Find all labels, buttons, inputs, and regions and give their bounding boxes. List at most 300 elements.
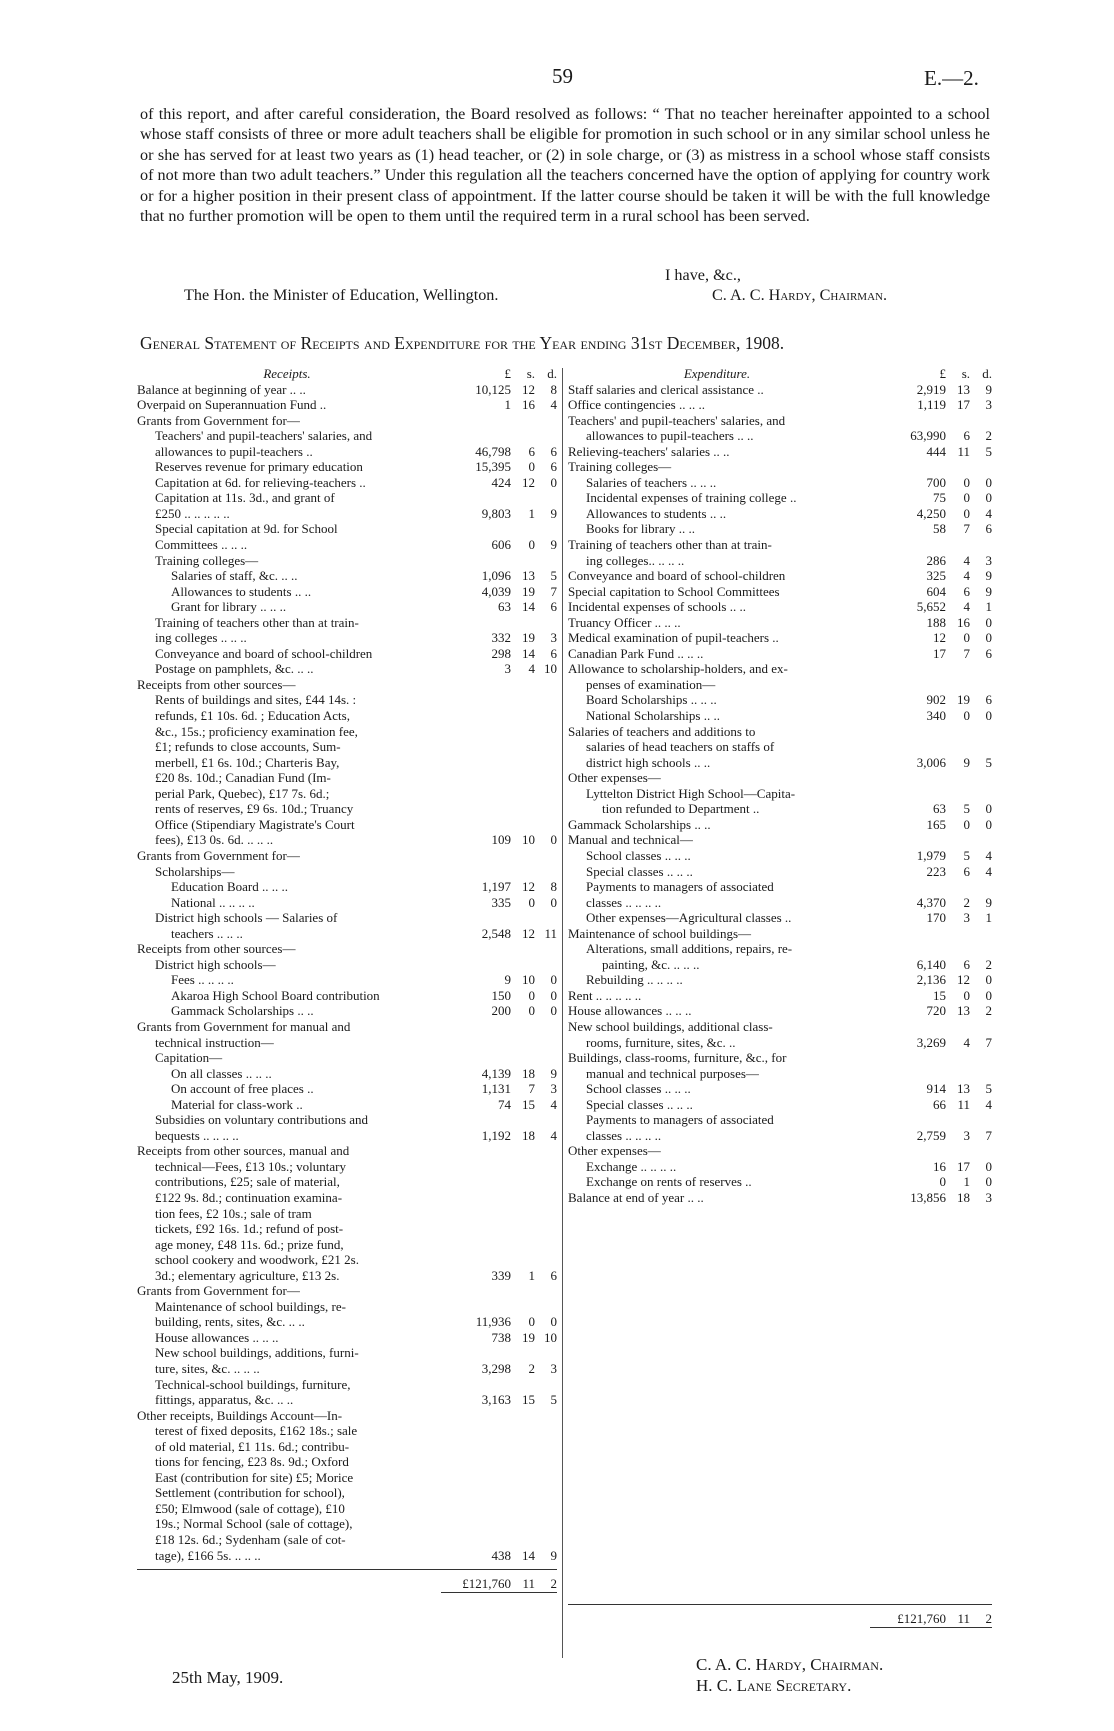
amount-pence (535, 413, 557, 429)
amount-pence (535, 1377, 557, 1393)
row-label: Special capitation at 9d. for School (155, 521, 338, 537)
amount-pounds (455, 770, 511, 786)
amount-shillings: 10 (522, 832, 535, 848)
amount-shillings: 13 (957, 1003, 970, 1019)
row-label: Rent .. .. .. .. .. (568, 987, 642, 1003)
row-label: Salaries of staff, &c. .. .. (171, 568, 298, 584)
amount-pence: 0 (985, 1174, 992, 1190)
amount-pounds (455, 615, 511, 631)
row-label: Postage on pamphlets, &c. .. .. (155, 661, 314, 677)
table-row (568, 553, 992, 569)
table-row (137, 941, 557, 957)
amount-pounds (455, 1439, 511, 1455)
amount-pounds (455, 1019, 511, 1035)
row-label: Incidental expenses of training college .. (586, 490, 797, 506)
row-label: Grants from Government for— (137, 847, 300, 863)
table-row (137, 972, 557, 988)
amount-pounds: 150 (491, 987, 511, 1003)
amount-pence: 6 (550, 443, 557, 459)
amount-pounds (890, 1066, 946, 1082)
row-label: Maintenance of school buildings, re- (155, 1298, 346, 1314)
table-row (568, 1035, 992, 1051)
amount-pence (535, 941, 557, 957)
amount-shillings (946, 832, 970, 848)
row-label: Other expenses— (568, 770, 661, 786)
row-label: Special classes .. .. .. (586, 1096, 693, 1112)
row-label: Maintenance of school buildings— (568, 925, 752, 941)
table-row (137, 553, 557, 569)
row-label: National .. .. .. .. (171, 894, 255, 910)
amount-pence: 6 (985, 645, 992, 661)
amount-pence: 9 (550, 1547, 557, 1563)
amount-pounds: 1,197 (481, 879, 511, 895)
table-row (137, 1035, 557, 1051)
table-row (568, 972, 992, 988)
signoff-minister: The Hon. the Minister of Education, Wellington. (184, 286, 499, 304)
amount-shillings: 15 (522, 1096, 535, 1112)
amount-shillings (511, 957, 535, 973)
amount-shillings: 19 (957, 692, 970, 708)
amount-pence (535, 1112, 557, 1128)
table-row (137, 1190, 557, 1206)
amount-pounds: 3,006 (916, 754, 946, 770)
table-row (568, 1081, 992, 1097)
amount-pence: 9 (985, 894, 992, 910)
row-label: £122 9s. 8d.; continuation examina- (155, 1189, 343, 1205)
row-label: Rents of buildings and sites, £44 14s. : (155, 692, 357, 708)
table-row (568, 397, 992, 413)
table-row (568, 1174, 992, 1190)
amount-shillings (946, 413, 970, 429)
table-row (137, 615, 557, 631)
table-row (568, 506, 992, 522)
table-row (568, 1003, 992, 1019)
table-row (137, 1159, 557, 1175)
amount-pence: 2 (985, 428, 992, 444)
col-shillings: s. (526, 366, 535, 381)
table-row (137, 1548, 557, 1564)
table-row (568, 817, 992, 833)
table-row (568, 1190, 992, 1206)
table-row (568, 428, 992, 444)
amount-pounds: 63 (933, 801, 946, 817)
table-row (137, 879, 557, 895)
amount-pounds (890, 786, 946, 802)
amount-pounds (455, 801, 511, 817)
amount-pence: 0 (985, 987, 992, 1003)
amount-shillings: 9 (963, 754, 970, 770)
row-label: technical instruction— (155, 1034, 274, 1050)
amount-shillings: 6 (528, 443, 535, 459)
amount-pence: 5 (985, 1081, 992, 1097)
table-row (137, 1283, 557, 1299)
amount-pounds: 438 (491, 1547, 511, 1563)
amount-shillings: 2 (528, 1361, 535, 1376)
amount-pounds (455, 1221, 511, 1237)
amount-pounds: 1 (504, 397, 511, 413)
total-pence: 2 (550, 1576, 557, 1592)
amount-pence: 4 (550, 1096, 557, 1112)
amount-pounds (890, 1019, 946, 1035)
amount-shillings: 0 (528, 459, 535, 475)
row-label: ing colleges .. .. .. (155, 630, 247, 646)
receipts-rows (137, 382, 557, 1564)
amount-pounds (455, 490, 511, 506)
amount-pence (535, 957, 557, 973)
amount-shillings: 3 (963, 1127, 970, 1143)
table-row (137, 444, 557, 460)
amount-pounds: 444 (926, 443, 946, 459)
amount-pence (535, 848, 557, 864)
amount-pence (535, 1532, 557, 1548)
table-row (137, 1097, 557, 1113)
table-row (568, 879, 992, 895)
amount-pence: 6 (550, 599, 557, 615)
table-row (137, 1423, 557, 1439)
table-row (568, 941, 992, 957)
amount-pence: 9 (550, 505, 557, 521)
amount-pounds: 2,548 (481, 925, 511, 941)
amount-pounds (455, 1143, 511, 1159)
amount-pence: 0 (550, 987, 557, 1003)
amount-pence: 6 (985, 692, 992, 708)
table-row (568, 490, 992, 506)
table-row (568, 1097, 992, 1113)
amount-pounds (455, 1035, 511, 1051)
col-pence: d. (982, 366, 992, 381)
row-label: merbell, £1 6s. 10d.; Charteris Bay, (155, 754, 340, 770)
amount-pence (535, 1408, 557, 1424)
amount-pounds: 1,096 (481, 568, 511, 584)
table-row (568, 1159, 992, 1175)
table-row (568, 786, 992, 802)
row-label: Teachers' and pupil-teachers' salaries, and (568, 412, 786, 428)
amount-pounds: 58 (933, 521, 946, 537)
amount-shillings (946, 1050, 970, 1066)
table-row (568, 864, 992, 880)
expenditure-header (568, 366, 992, 382)
amount-shillings (946, 1066, 970, 1082)
table-row (568, 382, 992, 398)
amount-shillings: 4 (963, 568, 970, 584)
amount-shillings (511, 692, 535, 708)
amount-shillings: 11 (957, 443, 970, 459)
amount-shillings (511, 1174, 535, 1190)
row-label: of old material, £1 11s. 6d.; contribu- (155, 1438, 350, 1454)
row-label: Office (Stipendiary Magistrate's Court (155, 816, 355, 832)
amount-pence (535, 1237, 557, 1253)
amount-pence: 4 (550, 397, 557, 413)
amount-shillings (511, 615, 535, 631)
amount-pounds: 340 (926, 708, 946, 724)
page-number: 59 (552, 64, 573, 88)
row-label: Rebuilding .. .. .. .. (586, 972, 683, 988)
table-row (137, 739, 557, 755)
amount-shillings: 4 (963, 552, 970, 568)
amount-shillings: 13 (957, 381, 970, 397)
amount-pounds (455, 864, 511, 880)
amount-pence: 3 (550, 630, 557, 646)
row-label: On all classes .. .. .. (171, 1065, 272, 1081)
table-row (568, 1143, 992, 1159)
total-shillings: 11 (522, 1576, 535, 1592)
amount-pence (970, 1143, 992, 1159)
amount-shillings (511, 1345, 535, 1361)
row-label: Relieving-teachers' salaries .. .. (568, 443, 730, 459)
row-label: Balance at end of year .. .. (568, 1189, 704, 1205)
row-label: perial Park, Quebec), £17 7s. 6d.; (155, 785, 330, 801)
amount-shillings (946, 879, 970, 895)
amount-pounds (455, 677, 511, 693)
table-row (568, 692, 992, 708)
amount-pence: 4 (985, 505, 992, 521)
row-label: allowances to pupil-teachers .. (155, 443, 313, 459)
amount-shillings: 10 (522, 972, 535, 988)
amount-shillings (511, 1377, 535, 1393)
total-pence: 2 (985, 1611, 992, 1626)
amount-pence: 9 (550, 1065, 557, 1081)
table-row (568, 988, 992, 1004)
amount-shillings (511, 1283, 535, 1299)
table-row (137, 1003, 557, 1019)
footer-secretary: H. C. Lane Secretary. (696, 1676, 852, 1695)
table-row (137, 475, 557, 491)
amount-pounds: 6,140 (916, 956, 946, 972)
table-row (568, 521, 992, 537)
table-row (137, 692, 557, 708)
table-row (137, 801, 557, 817)
amount-pence (970, 832, 992, 848)
amount-pence: 3 (550, 1081, 557, 1097)
amount-pounds (455, 1159, 511, 1175)
row-label: Fees .. .. .. .. (171, 972, 234, 988)
amount-pence: 6 (550, 645, 557, 661)
row-label: &c., 15s.; proficiency examination fee, (155, 723, 358, 739)
amount-pence (535, 1221, 557, 1237)
amount-shillings (511, 1516, 535, 1532)
row-label: Overpaid on Superannuation Fund .. (137, 397, 327, 413)
amount-pence (535, 1143, 557, 1159)
row-label: National Scholarships .. .. (586, 708, 720, 724)
row-label: tion refunded to Department .. (602, 801, 760, 817)
row-label: Gammack Scholarships .. .. (171, 1003, 314, 1019)
amount-pounds: 914 (926, 1081, 946, 1097)
amount-pence: 10 (544, 661, 557, 677)
amount-pounds: 12 (933, 630, 946, 646)
amount-shillings (511, 1299, 535, 1315)
table-row (137, 988, 557, 1004)
table-row (137, 459, 557, 475)
table-row (137, 1532, 557, 1548)
amount-pence: 0 (985, 1158, 992, 1174)
amount-pence: 7 (985, 1034, 992, 1050)
amount-shillings: 14 (522, 1547, 535, 1563)
amount-shillings (511, 755, 535, 771)
amount-pence (970, 1112, 992, 1128)
amount-pounds (455, 817, 511, 833)
amount-pounds: 10,125 (475, 381, 511, 397)
row-label: rooms, furniture, sites, &c. .. (586, 1034, 736, 1050)
amount-shillings: 12 (522, 474, 535, 490)
amount-shillings (511, 1423, 535, 1439)
row-label: Committees .. .. .. (155, 537, 248, 553)
amount-pounds (455, 739, 511, 755)
table-row (568, 537, 992, 553)
row-label: terest of fixed deposits, £162 18s.; sale (155, 1423, 358, 1439)
expenditure-heading: Expenditure. (683, 366, 751, 381)
row-label: tickets, £92 16s. 1d.; refund of post- (155, 1221, 344, 1237)
amount-pounds: 298 (491, 645, 511, 661)
amount-shillings (511, 1532, 535, 1548)
col-pence: d. (547, 366, 557, 381)
amount-pence (970, 941, 992, 957)
row-label: School classes .. .. .. (586, 847, 691, 863)
row-label: Other expenses— (568, 1143, 661, 1159)
row-label: age money, £48 11s. 6d.; prize fund, (155, 1236, 344, 1252)
amount-pence (535, 1190, 557, 1206)
receipts-total (137, 1569, 557, 1593)
amount-pence (535, 1206, 557, 1222)
table-row (137, 661, 557, 677)
amount-pence (970, 739, 992, 755)
amount-pounds: 165 (926, 816, 946, 832)
amount-pounds: 4,250 (916, 505, 946, 521)
amount-shillings: 0 (528, 537, 535, 553)
amount-pounds: 15,395 (475, 459, 511, 475)
amount-pounds (455, 708, 511, 724)
amount-pence (535, 1283, 557, 1299)
row-label: Teachers' and pupil-teachers' salaries, and (155, 428, 373, 444)
amount-shillings (511, 1190, 535, 1206)
amount-pence: 9 (985, 381, 992, 397)
amount-pence (970, 786, 992, 802)
row-label: Books for library .. .. (586, 521, 696, 537)
amount-pounds: 4,039 (481, 583, 511, 599)
amount-pence (535, 677, 557, 693)
table-row (137, 1050, 557, 1066)
table-row (137, 770, 557, 786)
amount-shillings (511, 770, 535, 786)
amount-shillings (946, 537, 970, 553)
amount-pence (535, 1345, 557, 1361)
table-row (568, 677, 992, 693)
amount-shillings: 18 (957, 1189, 970, 1205)
table-row (137, 490, 557, 506)
row-label: Buildings, class-rooms, furniture, &c., for (568, 1050, 787, 1066)
amount-pounds (890, 459, 946, 475)
table-row (137, 584, 557, 600)
table-row (568, 739, 992, 755)
amount-shillings (511, 1470, 535, 1486)
amount-pence: 6 (550, 459, 557, 475)
row-label: Training colleges— (155, 552, 259, 568)
amount-shillings: 6 (963, 956, 970, 972)
amount-pence: 9 (550, 537, 557, 553)
amount-shillings (511, 677, 535, 693)
row-label: Gammack Scholarships .. .. (568, 816, 711, 832)
table-row (568, 1066, 992, 1082)
table-row (137, 1268, 557, 1284)
row-label: Receipts from other sources— (137, 676, 296, 692)
amount-pence: 4 (985, 1096, 992, 1112)
row-label: Education Board .. .. .. (171, 879, 288, 895)
row-label: school cookery and woodwork, £21 2s. (155, 1252, 359, 1268)
amount-pounds (455, 413, 511, 429)
column-divider (562, 368, 563, 1658)
amount-shillings (946, 459, 970, 475)
amount-pounds (455, 1454, 511, 1470)
table-row (137, 413, 557, 429)
amount-pounds (455, 1532, 511, 1548)
amount-pence: 6 (985, 521, 992, 537)
amount-pence: 1 (985, 910, 992, 926)
row-label: manual and technical purposes— (586, 1065, 759, 1081)
statement-title: General Statement of Receipts and Expenditure for the Year ending 31st December, 1908. (140, 333, 785, 353)
amount-pence (970, 1066, 992, 1082)
row-label: rents of reserves, £9 6s. 10d.; Truancy (155, 801, 354, 817)
signoff-block (140, 266, 990, 306)
amount-shillings: 15 (522, 1392, 535, 1408)
amount-pounds (890, 677, 946, 693)
row-label: District high schools — Salaries of (155, 910, 338, 926)
amount-pence: 0 (985, 630, 992, 646)
table-row (137, 864, 557, 880)
amount-shillings (511, 1050, 535, 1066)
amount-shillings (946, 926, 970, 942)
amount-pounds (455, 1237, 511, 1253)
amount-pence: 8 (550, 879, 557, 895)
amount-shillings (946, 1019, 970, 1035)
amount-pounds (455, 553, 511, 569)
amount-shillings (511, 1501, 535, 1517)
row-label: technical—Fees, £13 10s.; voluntary (155, 1158, 346, 1174)
table-row (137, 1112, 557, 1128)
amount-pounds: 335 (491, 894, 511, 910)
amount-pence: 9 (985, 583, 992, 599)
amount-pence: 3 (550, 1361, 557, 1376)
table-row (568, 1128, 992, 1144)
amount-shillings (511, 553, 535, 569)
row-label: Conveyance and board of school-children (155, 645, 373, 661)
row-label: Balance at beginning of year .. .. (137, 381, 306, 397)
amount-pounds: 3,163 (481, 1392, 511, 1408)
amount-pence: 3 (985, 1189, 992, 1205)
table-row (137, 1361, 557, 1377)
amount-pounds: 188 (926, 614, 946, 630)
amount-pence (970, 926, 992, 942)
table-row (568, 661, 992, 677)
row-label: £250 .. .. .. .. .. (155, 505, 230, 521)
row-label: Capitation at 11s. 3d., and grant of (155, 490, 335, 506)
amount-pounds: 604 (926, 583, 946, 599)
amount-shillings (511, 1221, 535, 1237)
amount-pounds: 332 (491, 630, 511, 646)
row-label: Training of teachers other than at train- (155, 614, 359, 630)
row-label: Conveyance and board of school-children (568, 568, 786, 584)
row-label: tions for fencing, £23 8s. 9d.; Oxford (155, 1454, 349, 1470)
amount-pounds: 13,856 (910, 1189, 946, 1205)
table-row (137, 506, 557, 522)
row-label: Receipts from other sources, manual and (137, 1143, 350, 1159)
amount-pounds: 1,192 (481, 1127, 511, 1143)
col-pounds: £ (504, 366, 511, 381)
row-label: bequests .. .. .. .. (155, 1127, 239, 1143)
amount-shillings: 18 (522, 1127, 535, 1143)
amount-pence (535, 1174, 557, 1190)
table-row (568, 801, 992, 817)
amount-shillings: 0 (963, 490, 970, 506)
amount-shillings: 0 (963, 474, 970, 490)
